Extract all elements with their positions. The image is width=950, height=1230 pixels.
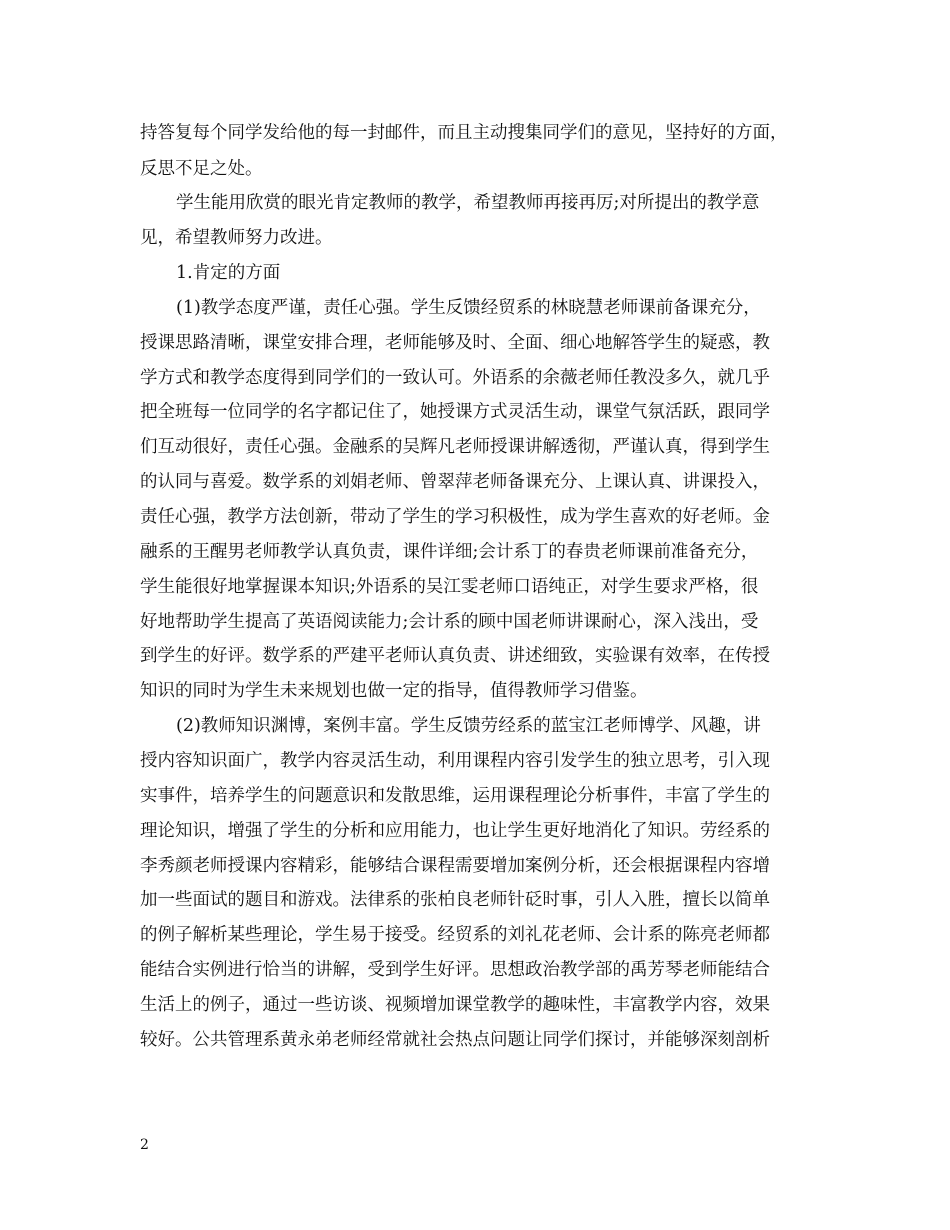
text-line: 授课思路清晰，课堂安排合理，老师能够及时、全面、细心地解答学生的疑惑，教 — [140, 333, 770, 353]
text-line: 授内容知识面广，教学内容灵活生动，利用课程内容引发学生的独立思考，引入现 — [140, 751, 770, 771]
text-line: 的认同与喜爱。数学系的刘娟老师、曾翠萍老师备课充分、上课认真、讲课投入， — [140, 472, 770, 492]
text-line: 加一些面试的题目和游戏。法律系的张柏良老师针砭时事，引人入胜，擅长以简单 — [140, 890, 770, 910]
text-line: 的例子解析某些理论，学生易于接受。经贸系的刘礼花老师、会计系的陈亮老师都 — [140, 925, 770, 945]
paragraph-first-line: 学生能用欣赏的眼光肯定教师的教学，希望教师再接再厉;对所提出的教学意 — [176, 193, 760, 213]
text-line: 李秀颜老师授课内容精彩，能够结合课程需要增加案例分析，还会根据课程内容增 — [140, 856, 770, 876]
text-line: 把全班每一位同学的名字都记住了，她授课方式灵活生动，课堂气氛活跃，跟同学 — [140, 402, 770, 422]
text-line: 好地帮助学生提高了英语阅读能力;会计系的顾中国老师讲课耐心，深入浅出，受 — [140, 612, 759, 632]
text-line: 学生能很好地掌握课本知识;外语系的吴江雯老师口语纯正，对学生要求严格，很 — [140, 577, 759, 597]
page-number: 2 — [140, 1137, 149, 1153]
text-line: 持答复每个同学发给他的每一封邮件，而且主动搜集同学们的意见，坚持好的方面， — [140, 123, 788, 143]
text-line: 学方式和教学态度得到同学们的一致认可。外语系的余薇老师任教没多久，就几乎 — [140, 368, 770, 388]
text-line: 实事件，培养学生的问题意识和发散思维，运用课程理论分析事件，丰富了学生的 — [140, 786, 770, 806]
text-line: 们互动很好，责任心强。金融系的吴辉凡老师授课讲解透彻，严谨认真，得到学生 — [140, 437, 770, 457]
text-line: 理论知识，增强了学生的分析和应用能力，也让学生更好地消化了知识。劳经系的 — [140, 821, 770, 841]
text-line: 知识的同时为学生未来规划也做一定的指导，值得教师学习借鉴。 — [140, 681, 648, 701]
text-line: 生活上的例子，通过一些访谈、视频增加课堂教学的趣味性，丰富教学内容，效果 — [140, 995, 770, 1015]
text-line: 较好。公共管理系黄永弟老师经常就社会热点问题让同学们探讨，并能够深刻剖析 — [140, 1030, 770, 1050]
text-line: 见，希望教师努力改进。 — [140, 228, 333, 248]
text-line: 到学生的好评。数学系的严建平老师认真负责、讲述细致，实验课有效率，在传授 — [140, 646, 770, 666]
paragraph-first-line: (1)教学态度严谨，责任心强。学生反馈经贸系的林晓慧老师课前备课充分， — [176, 298, 761, 318]
text-line: 反思不足之处。 — [140, 159, 263, 179]
text-line: 责任心强，教学方法创新，带动了学生的学习积极性，成为学生喜欢的好老师。金 — [140, 507, 770, 527]
paragraph-first-line: (2)教师知识渊博，案例丰富。学生反馈劳经系的蓝宝江老师博学、风趣，讲 — [176, 716, 761, 736]
section-heading: 1.肯定的方面 — [176, 263, 281, 283]
text-line: 能结合实例进行恰当的讲解，受到学生好评。思想政治教学部的禹芳琴老师能结合 — [140, 960, 770, 980]
text-line: 融系的王醒男老师教学认真负责，课件详细;会计系丁的春贵老师课前准备充分， — [140, 542, 759, 562]
